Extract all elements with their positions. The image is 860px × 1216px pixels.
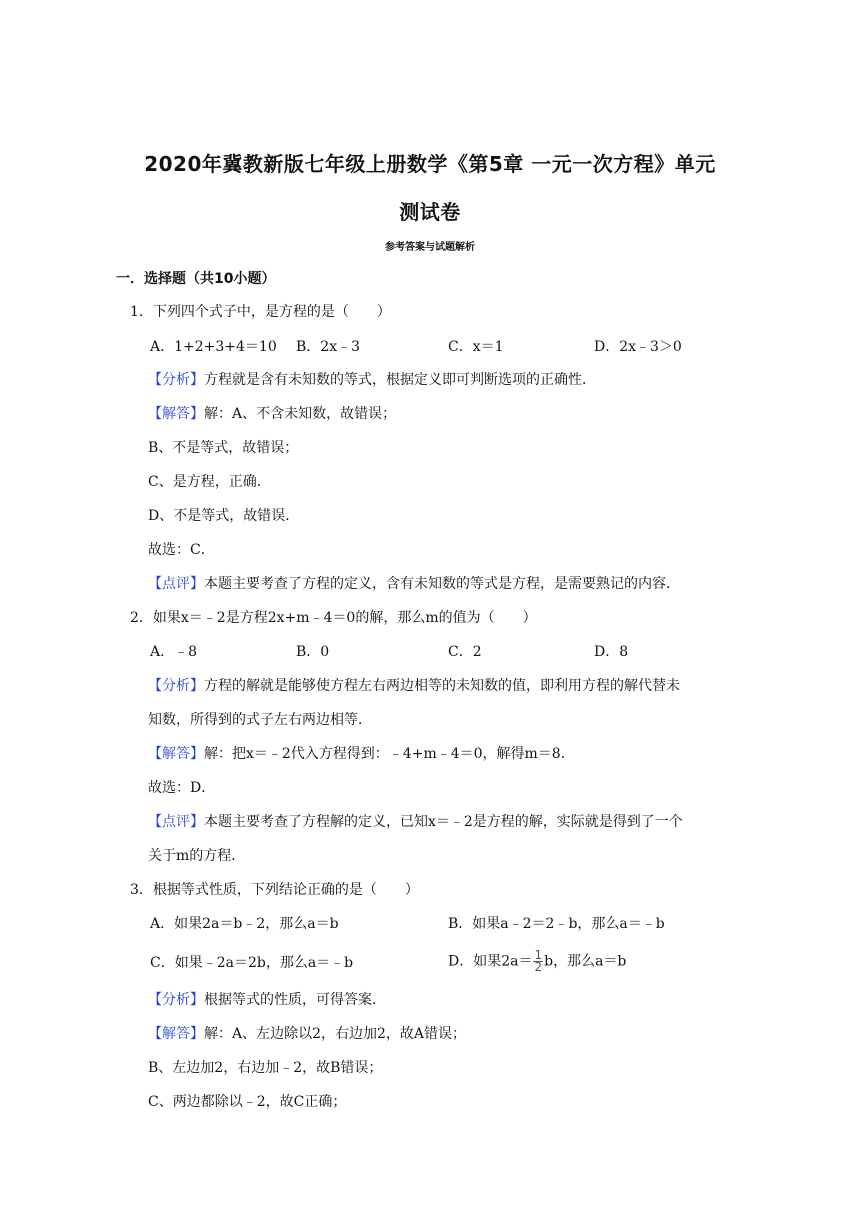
fraction-denominator: 2 — [534, 960, 543, 974]
q2-option-b: B．0 — [296, 644, 330, 660]
q2-choice: 故选：D． — [148, 780, 216, 796]
q3-answer-text: 解：A、左边除以2，右边加2，故A错误； — [204, 1026, 467, 1042]
q2-option-c: C．2 — [448, 644, 482, 660]
q2-analysis-text-1: 方程的解就是能够使方程左右两边相等的未知数的值，即利用方程的解代替未 — [204, 678, 680, 694]
q3-analysis — [148, 990, 386, 1010]
q1-option-b: B．2x﹣3 — [296, 339, 360, 355]
document-title-line2: 测试卷 — [399, 200, 461, 224]
q3-line-b: B、左边加2，右边加﹣2，故B错误； — [148, 1060, 383, 1076]
q2-comment-text-1: 本题主要考查了方程解的定义，已知x＝﹣2是方程的解，实际就是得到了一个 — [204, 814, 683, 830]
document-subtitle: 参考答案与试题解析 — [385, 242, 475, 253]
q1-analysis-text: 方程就是含有未知数的等式，根据定义即可判断选项的正确性． — [204, 372, 596, 388]
section-heading: 一．选择题（共10小题） — [116, 271, 276, 287]
analysis-tag: 【分析】 — [148, 678, 204, 694]
q2-answer — [148, 744, 575, 764]
fraction-one-half — [533, 950, 543, 973]
q3-answer — [148, 1024, 466, 1044]
answer-tag: 【解答】 — [148, 1026, 204, 1042]
document-title-line1: 2020年冀教新版七年级上册数学《第5章 一元一次方程》单元 — [144, 152, 716, 176]
comment-tag: 【点评】 — [148, 814, 204, 830]
q2-analysis — [148, 676, 680, 696]
q1-choice: 故选：C． — [148, 542, 215, 558]
q1-comment — [148, 574, 680, 594]
comment-tag: 【点评】 — [148, 576, 204, 592]
q2-comment-text-2: 关于m的方程． — [148, 848, 246, 864]
q1-line-b: B、不是等式，故错误； — [148, 440, 299, 456]
q2-stem: 2．如果x＝﹣2是方程2x+m﹣4＝0的解，那么m的值为（ ） — [130, 610, 537, 626]
q2-option-a: A．﹣8 — [150, 644, 198, 660]
q1-answer — [148, 404, 396, 424]
analysis-tag: 【分析】 — [148, 992, 204, 1008]
fraction-numerator: 1 — [534, 948, 543, 962]
q3-option-d-prefix: D．如果2a＝ — [448, 953, 533, 970]
q3-option-d-suffix: b，那么a＝b — [544, 953, 627, 970]
q1-option-c: C．x＝1 — [448, 339, 504, 355]
q1-comment-text: 本题主要考查了方程的定义，含有未知数的等式是方程，是需要熟记的内容． — [204, 576, 680, 592]
q3-line-c: C、两边都除以﹣2，故C正确； — [148, 1094, 347, 1110]
q1-stem: 1．下列四个式子中，是方程的是（ ） — [130, 304, 391, 320]
q1-line-c: C、是方程，正确． — [148, 474, 271, 490]
q1-option-a: A．1+2+3+4＝10 — [150, 339, 277, 355]
q2-analysis-text-2: 知数，所得到的式子左右两边相等． — [148, 712, 372, 728]
q1-analysis — [148, 370, 596, 390]
answer-tag: 【解答】 — [148, 406, 204, 422]
q2-comment — [148, 812, 683, 832]
q1-line-d: D、不是等式，故错误． — [148, 508, 300, 524]
q1-option-d: D．2x﹣3＞0 — [594, 339, 682, 355]
q1-answer-text: 解：A、不含未知数，故错误； — [204, 406, 397, 422]
q2-option-d: D．8 — [594, 644, 629, 660]
q3-analysis-text: 根据等式的性质，可得答案． — [204, 992, 386, 1008]
answer-tag: 【解答】 — [148, 746, 204, 762]
q3-option-c: C．如果﹣2a＝2b，那么a＝﹣b — [150, 955, 354, 971]
q3-option-d — [448, 950, 626, 973]
analysis-tag: 【分析】 — [148, 372, 204, 388]
q2-answer-text: 解：把x＝﹣2代入方程得到：﹣4+m﹣4＝0，解得m＝8． — [204, 746, 575, 762]
q3-option-a: A．如果2a＝b﹣2，那么a＝b — [150, 916, 339, 932]
q3-stem: 3．根据等式性质，下列结论正确的是（ ） — [130, 882, 419, 898]
q3-option-b: B．如果a﹣2＝2﹣b，那么a＝﹣b — [448, 916, 665, 932]
